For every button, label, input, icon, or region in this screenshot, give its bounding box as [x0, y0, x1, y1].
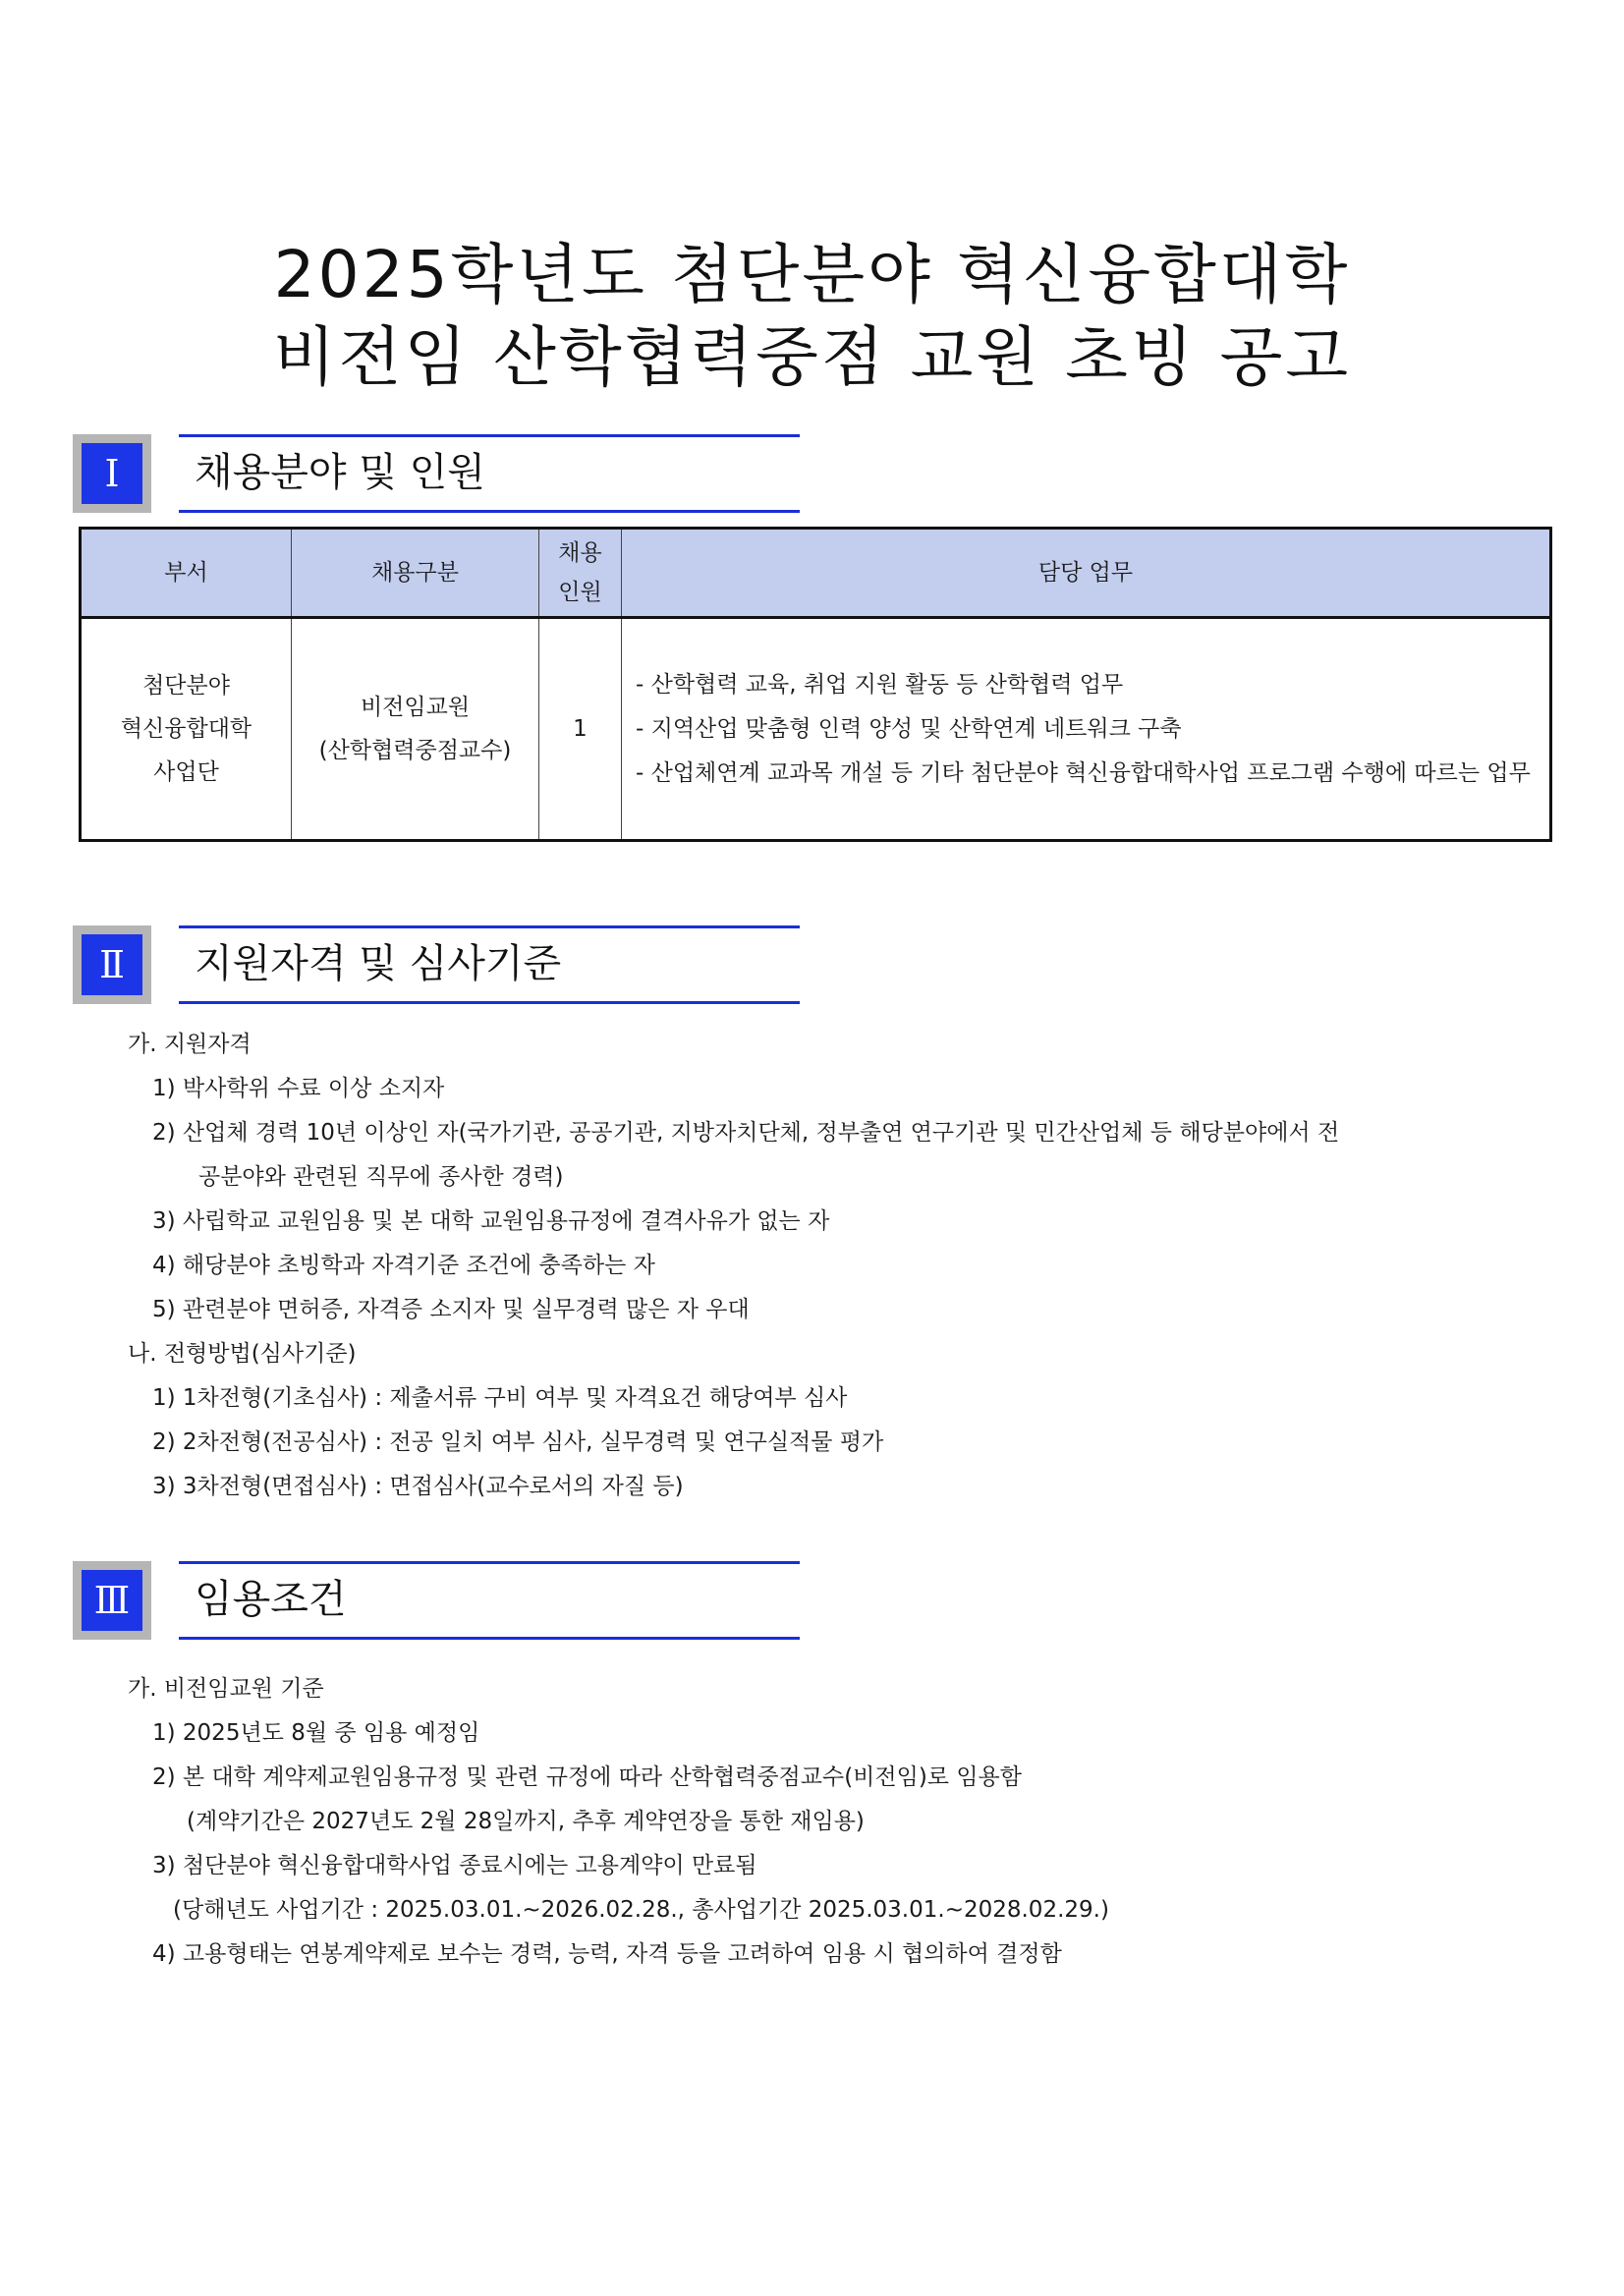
section-3-numeral: Ⅲ: [82, 1570, 142, 1631]
duty-item: - 산학협력 교육, 취업 지원 활동 등 산학협력 업무: [636, 671, 1124, 698]
cell-duty: [622, 618, 1551, 841]
qualification-item: 2) 산업체 경력 10년 이상인 자(국가기관, 공공기관, 지방자치단체, 정부출연 연구기관 및 민간산업체 등 해당분야에서 전: [152, 1120, 1340, 1146]
selection-item: 3) 3차전형(면접심사) : 면접심사(교수로서의 자질 등): [152, 1474, 684, 1499]
qualification-item-continued: 공분야와 관련된 직무에 종사한 경력): [198, 1164, 564, 1190]
section-2-header: [73, 925, 800, 1004]
duty-item: - 지역산업 맞춤형 인력 양성 및 산학연계 네트워크 구축: [636, 715, 1182, 742]
cell-dept-line-2: 혁신융합대학: [120, 716, 252, 742]
section-1-numeral: Ⅰ: [82, 443, 142, 504]
section-3-header: [73, 1561, 800, 1640]
qualification-item: 5) 관련분야 면허증, 자격증 소지자 및 실무경력 많은 자 우대: [152, 1297, 750, 1322]
duty-item: - 산업체연계 교과목 개설 등 기타 첨단분야 혁신융합대학사업 프로그램 수행에 따르는 업무: [636, 759, 1531, 786]
section-1-badge: [73, 434, 151, 513]
cell-type-line-2: (산학협력중점교수): [318, 738, 512, 763]
header-count-line-2: 인원: [558, 580, 602, 605]
section-3-top-rule: [179, 1561, 800, 1564]
section-1-title: 채용분야 및 인원: [195, 450, 485, 495]
selection-heading: 나. 전형방법(심사기준): [128, 1341, 357, 1367]
qualification-item: 3) 사립학교 교원임용 및 본 대학 교원임용규정에 결격사유가 없는 자: [152, 1208, 830, 1234]
cell-dept: [81, 618, 292, 841]
condition-item: 2) 본 대학 계약제교원임용규정 및 관련 규정에 따라 산학협력중점교수(비전임)로 임용함: [152, 1764, 1022, 1790]
qualifications-heading: 가. 지원자격: [128, 1032, 252, 1057]
condition-item: 1) 2025년도 8월 중 임용 예정임: [152, 1720, 480, 1746]
section-2-title: 지원자격 및 심사기준: [195, 941, 562, 986]
condition-item: 4) 고용형태는 연봉계약제로 보수는 경력, 능력, 자격 등을 고려하여 임용 시 협의하여 결정함: [152, 1941, 1062, 1967]
section-3-title: 임용조건: [195, 1577, 347, 1622]
section-1-top-rule: [179, 434, 800, 437]
cell-type: [292, 618, 539, 841]
header-dept: 부서: [81, 529, 292, 618]
header-duty: 담당 업무: [622, 529, 1551, 618]
section-2-numeral: Ⅱ: [82, 934, 142, 995]
cell-dept-line-1: 첨단분야: [142, 673, 230, 699]
selection-item: 2) 2차전형(전공심사) : 전공 일치 여부 심사, 실무경력 및 연구실적물 평가: [152, 1429, 884, 1455]
qualification-item: 4) 해당분야 초빙학과 자격기준 조건에 충족하는 자: [152, 1253, 655, 1278]
section-3-bottom-rule: [179, 1637, 800, 1640]
cell-dept-line-3: 사업단: [153, 759, 219, 785]
table-header-row: [81, 529, 1551, 618]
section-2-badge: [73, 925, 151, 1004]
header-type: 채용구분: [292, 529, 539, 618]
header-count: [539, 529, 622, 618]
section-1-header: [73, 434, 800, 513]
condition-item: 3) 첨단분야 혁신융합대학사업 종료시에는 고용계약이 만료됨: [152, 1853, 757, 1878]
cell-count: 1: [539, 618, 622, 841]
cell-type-line-1: 비전임교원: [360, 695, 471, 720]
condition-item-note: (당해년도 사업기간 : 2025.03.01.~2026.02.28., 총사업기간 2025.03.01.~2028.02.29.): [173, 1897, 1109, 1923]
page-title-line-2: 비전임 산학협력중점 교원 초빙 공고: [272, 319, 1352, 395]
header-count-line-1: 채용: [558, 540, 602, 566]
recruitment-table: [79, 527, 1552, 842]
condition-item-note: (계약기간은 2027년도 2월 28일까지, 추후 계약연장을 통한 재임용): [187, 1809, 865, 1834]
table-row: [81, 618, 1551, 841]
qualification-item: 1) 박사학위 수료 이상 소지자: [152, 1076, 445, 1101]
conditions-heading: 가. 비전임교원 기준: [128, 1676, 324, 1702]
page-title-line-1: 2025학년도 첨단분야 혁신융합대학: [273, 237, 1351, 312]
section-2-bottom-rule: [179, 1001, 800, 1004]
section-3-badge: [73, 1561, 151, 1640]
selection-item: 1) 1차전형(기초심사) : 제출서류 구비 여부 및 자격요건 해당여부 심사: [152, 1385, 848, 1411]
section-2-top-rule: [179, 925, 800, 928]
section-1-bottom-rule: [179, 510, 800, 513]
